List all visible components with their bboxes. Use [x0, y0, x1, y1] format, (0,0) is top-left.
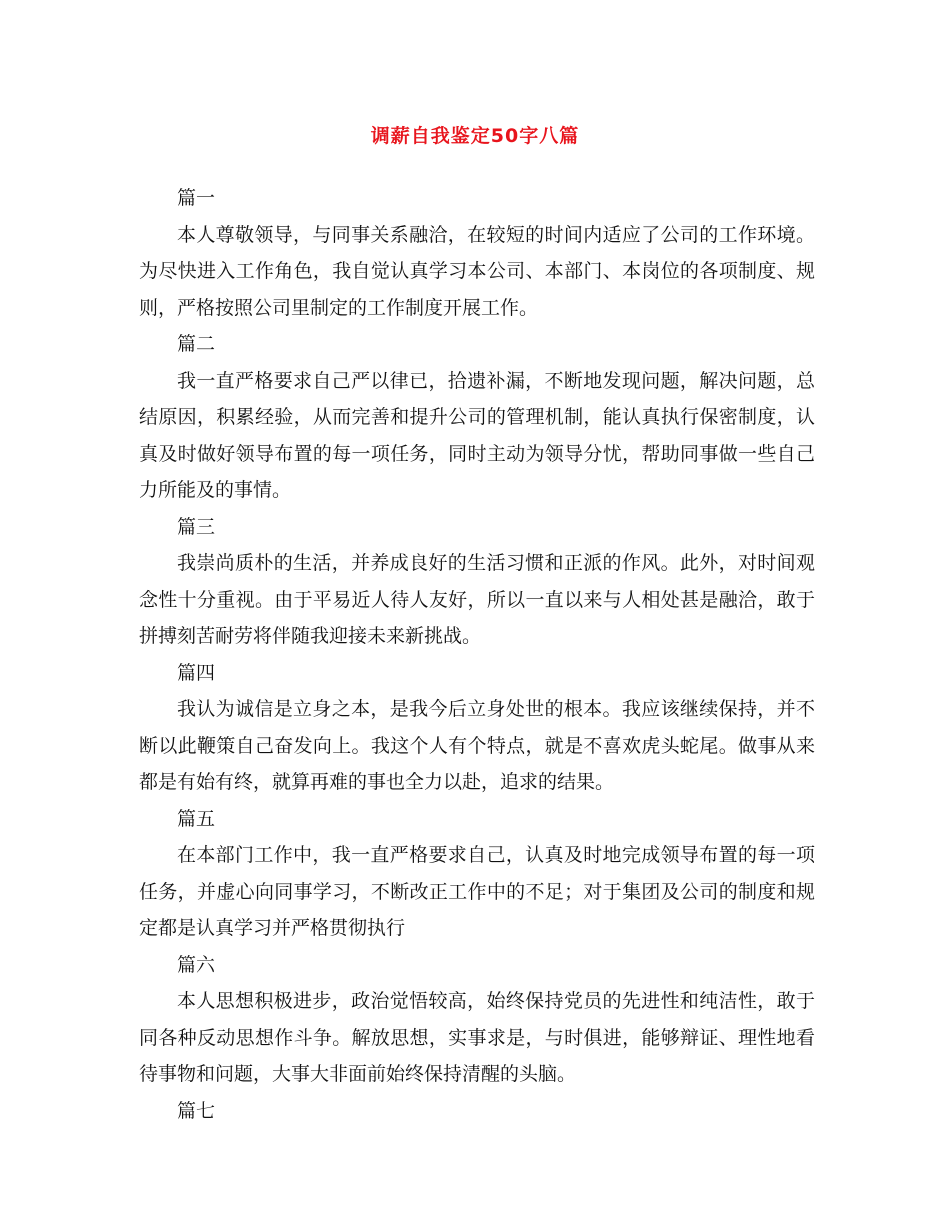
- section-heading: 篇五: [177, 807, 216, 830]
- section-7: [139, 1093, 815, 1130]
- section-heading: 篇二: [177, 333, 216, 355]
- section-heading: 篇三: [177, 515, 216, 538]
- section-5: [139, 801, 815, 947]
- section-3: [139, 509, 815, 655]
- section-4: [139, 655, 815, 801]
- section-6: [139, 947, 815, 1093]
- section-paragraph: 在本部门工作中，我一直严格要求自己，认真及时地完成领导布置的每一项任务，并虚心向同事学习，不断改正工作中的不足；对于集团及公司的制度和规定都是认真学习并严格贯彻执行: [139, 844, 815, 939]
- section-heading: 篇四: [177, 661, 216, 684]
- section-1: [139, 180, 815, 326]
- section-heading: 篇六: [177, 953, 216, 976]
- section-paragraph: 我崇尚质朴的生活，并养成良好的生活习惯和正派的作风。此外，对时间观念性十分重视。由于平易近人待人友好，所以一直以来与人相处甚是融洽，敢于拼搏刻苦耐劳将伴随我迎接未来新挑战。: [139, 552, 815, 647]
- document-body: [139, 180, 815, 1129]
- section-paragraph: 本人思想积极进步，政治觉悟较高，始终保持党员的先进性和纯洁性，敢于同各种反动思想作斗争。解放思想，实事求是，与时俱进，能够辩证、理性地看待事物和问题，大事大非面前始终保持清醒的头脑。: [139, 990, 815, 1085]
- section-paragraph: 我认为诚信是立身之本，是我今后立身处世的根本。我应该继续保持，并不断以此鞭策自己奋发向上。我这个人有个特点，就是不喜欢虎头蛇尾。做事从来都是有始有终，就算再难的事也全力以赴，追求的结果。: [139, 698, 815, 793]
- section-2: [139, 326, 815, 509]
- section-heading: 篇七: [177, 1099, 216, 1122]
- document-title: 调薪自我鉴定50字八篇: [370, 125, 580, 147]
- section-paragraph: 本人尊敬领导，与同事关系融洽，在较短的时间内适应了公司的工作环境。为尽快进入工作角色，我自觉认真学习本公司、本部门、本岗位的各项制度、规则，严格按照公司里制定的工作制度开展工作。: [139, 223, 815, 319]
- section-paragraph: 我一直严格要求自己严以律已，拾遗补漏，不断地发现问题，解决问题，总结原因，积累经验，从而完善和提升公司的管理机制，能认真执行保密制度，认真及时做好领导布置的每一项任务，同时主动为领导分忧，帮助同事做一些自己力所能及的事情。: [139, 369, 815, 501]
- section-heading: 篇一: [177, 187, 216, 209]
